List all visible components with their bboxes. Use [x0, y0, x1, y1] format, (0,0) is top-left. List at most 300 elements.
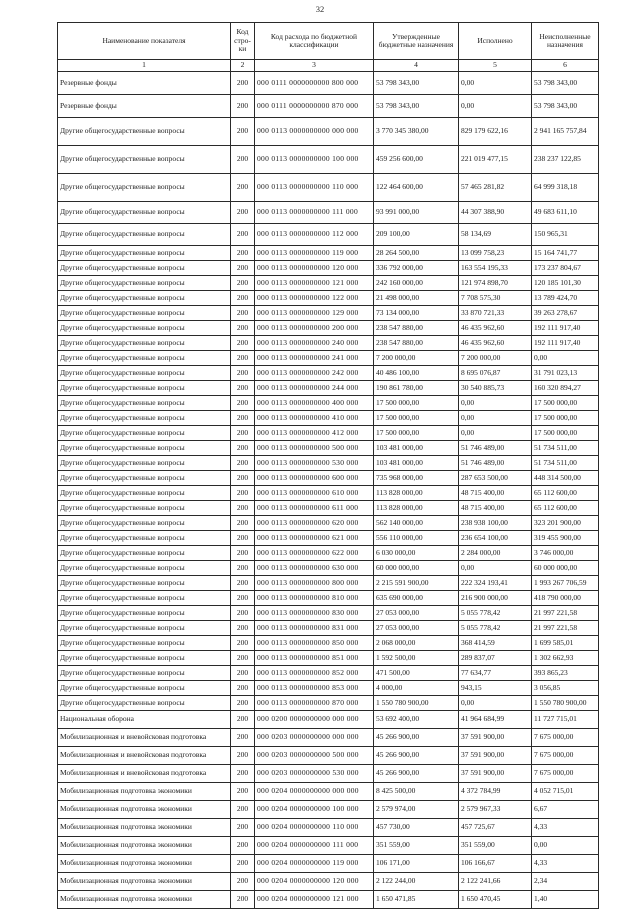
cell-unexecuted: 51 734 511,00: [532, 441, 599, 456]
table-row: [58, 855, 599, 873]
cell-executed: 5 055 778,42: [459, 621, 532, 636]
cell-unexecuted: 11 727 715,01: [532, 711, 599, 729]
table-row: [58, 837, 599, 855]
cell-code: 000 0203 0000000000 000 000: [255, 729, 374, 747]
cell-code: 000 0204 0000000000 100 000: [255, 801, 374, 819]
cell-code: 000 0113 0000000000 400 000: [255, 396, 374, 411]
cell-name: Другие общегосударственные вопросы: [58, 561, 231, 576]
cell-approved: 1 550 780 900,00: [374, 696, 459, 711]
cell-line: 200: [231, 146, 255, 174]
cell-unexecuted: 60 000 000,00: [532, 561, 599, 576]
cell-executed: 0,00: [459, 696, 532, 711]
cell-name: Другие общегосударственные вопросы: [58, 426, 231, 441]
cell-line: 200: [231, 291, 255, 306]
cell-name: Другие общегосударственные вопросы: [58, 456, 231, 471]
cell-executed: 44 307 388,90: [459, 202, 532, 224]
cell-code: 000 0204 0000000000 120 000: [255, 873, 374, 891]
cell-unexecuted: 17 500 000,00: [532, 396, 599, 411]
cell-approved: 73 134 000,00: [374, 306, 459, 321]
cell-name: Другие общегосударственные вопросы: [58, 396, 231, 411]
header-executed: Исполнено: [459, 23, 532, 60]
cell-line: 200: [231, 202, 255, 224]
table-row: [58, 591, 599, 606]
cell-unexecuted: 0,00: [532, 351, 599, 366]
cell-unexecuted: 2 941 165 757,84: [532, 118, 599, 146]
cell-code: 000 0204 0000000000 119 000: [255, 855, 374, 873]
cell-executed: 7 708 575,30: [459, 291, 532, 306]
cell-approved: 17 500 000,00: [374, 396, 459, 411]
cell-line: 200: [231, 696, 255, 711]
cell-name: Другие общегосударственные вопросы: [58, 321, 231, 336]
table-row: [58, 636, 599, 651]
cell-line: 200: [231, 606, 255, 621]
cell-executed: 58 134,69: [459, 224, 532, 246]
table-row: [58, 729, 599, 747]
table-row: [58, 202, 599, 224]
table-row: [58, 606, 599, 621]
cell-name: Мобилизационная подготовка экономики: [58, 801, 231, 819]
table-row: [58, 72, 599, 95]
cell-name: Другие общегосударственные вопросы: [58, 246, 231, 261]
table-row: [58, 336, 599, 351]
cell-executed: 37 591 900,00: [459, 729, 532, 747]
cell-approved: 190 861 780,00: [374, 381, 459, 396]
cell-unexecuted: 39 263 278,67: [532, 306, 599, 321]
table-row: [58, 651, 599, 666]
cell-unexecuted: 1 993 267 706,59: [532, 576, 599, 591]
cell-unexecuted: 173 237 804,67: [532, 261, 599, 276]
cell-executed: 0,00: [459, 411, 532, 426]
cell-code: 000 0113 0000000000 122 000: [255, 291, 374, 306]
cell-code: 000 0113 0000000000 630 000: [255, 561, 374, 576]
cell-name: Другие общегосударственные вопросы: [58, 118, 231, 146]
cell-name: Другие общегосударственные вопросы: [58, 621, 231, 636]
cell-unexecuted: 448 314 500,00: [532, 471, 599, 486]
cell-code: 000 0113 0000000000 853 000: [255, 681, 374, 696]
cell-executed: 0,00: [459, 561, 532, 576]
cell-line: 200: [231, 426, 255, 441]
cell-unexecuted: 1 550 780 900,00: [532, 696, 599, 711]
cell-code: 000 0111 0000000000 870 000: [255, 95, 374, 118]
cell-unexecuted: 3 746 000,00: [532, 546, 599, 561]
cell-executed: 51 746 489,00: [459, 441, 532, 456]
cell-name: Другие общегосударственные вопросы: [58, 351, 231, 366]
table-row: [58, 783, 599, 801]
cell-line: 200: [231, 471, 255, 486]
cell-name: Резервные фонды: [58, 72, 231, 95]
header-name: Наименование показателя: [58, 23, 231, 60]
table-row: [58, 426, 599, 441]
cell-line: 200: [231, 729, 255, 747]
cell-executed: 13 099 758,23: [459, 246, 532, 261]
cell-name: Другие общегосударственные вопросы: [58, 651, 231, 666]
table-row: [58, 351, 599, 366]
cell-code: 000 0204 0000000000 121 000: [255, 891, 374, 909]
cell-approved: 17 500 000,00: [374, 411, 459, 426]
cell-line: 200: [231, 366, 255, 381]
cell-line: 200: [231, 396, 255, 411]
cell-executed: 2 122 241,66: [459, 873, 532, 891]
cell-unexecuted: 51 734 511,00: [532, 456, 599, 471]
cell-executed: 5 055 778,42: [459, 606, 532, 621]
cell-line: 200: [231, 651, 255, 666]
cell-code: 000 0113 0000000000 241 000: [255, 351, 374, 366]
cell-code: 000 0113 0000000000 621 000: [255, 531, 374, 546]
cell-code: 000 0113 0000000000 831 000: [255, 621, 374, 636]
table-row: [58, 561, 599, 576]
cell-executed: 77 634,77: [459, 666, 532, 681]
cell-line: 200: [231, 681, 255, 696]
table-row: [58, 873, 599, 891]
cell-line: 200: [231, 351, 255, 366]
cell-executed: 2 284 000,00: [459, 546, 532, 561]
cell-approved: 103 481 000,00: [374, 456, 459, 471]
cell-approved: 106 171,00: [374, 855, 459, 873]
cell-unexecuted: 2,34: [532, 873, 599, 891]
cell-executed: 0,00: [459, 95, 532, 118]
cell-line: 200: [231, 118, 255, 146]
table-row: [58, 146, 599, 174]
cell-code: 000 0113 0000000000 610 000: [255, 486, 374, 501]
cell-line: 200: [231, 501, 255, 516]
cell-unexecuted: 64 999 318,18: [532, 174, 599, 202]
cell-unexecuted: 65 112 600,00: [532, 501, 599, 516]
cell-unexecuted: 1 302 662,93: [532, 651, 599, 666]
cell-executed: 30 540 885,73: [459, 381, 532, 396]
cell-unexecuted: 53 798 343,00: [532, 72, 599, 95]
table-row: [58, 306, 599, 321]
cell-unexecuted: 21 997 221,58: [532, 606, 599, 621]
cell-executed: 46 435 962,60: [459, 321, 532, 336]
cell-line: 200: [231, 783, 255, 801]
cell-name: Другие общегосударственные вопросы: [58, 696, 231, 711]
cell-approved: 471 500,00: [374, 666, 459, 681]
table-row: [58, 516, 599, 531]
cell-approved: 7 200 000,00: [374, 351, 459, 366]
cell-code: 000 0113 0000000000 119 000: [255, 246, 374, 261]
cell-approved: 242 160 000,00: [374, 276, 459, 291]
cell-approved: 735 968 000,00: [374, 471, 459, 486]
cell-code: 000 0113 0000000000 412 000: [255, 426, 374, 441]
cell-line: 200: [231, 819, 255, 837]
table-row: [58, 396, 599, 411]
cell-code: 000 0113 0000000000 110 000: [255, 174, 374, 202]
cell-approved: 1 592 500,00: [374, 651, 459, 666]
column-number: 3: [255, 60, 374, 72]
table-row: [58, 291, 599, 306]
cell-code: 000 0113 0000000000 120 000: [255, 261, 374, 276]
cell-line: 200: [231, 636, 255, 651]
cell-line: 200: [231, 441, 255, 456]
cell-executed: 221 019 477,15: [459, 146, 532, 174]
cell-code: 000 0113 0000000000 622 000: [255, 546, 374, 561]
cell-executed: 4 372 784,99: [459, 783, 532, 801]
table-row: [58, 621, 599, 636]
cell-name: Мобилизационная подготовка экономики: [58, 873, 231, 891]
cell-name: Другие общегосударственные вопросы: [58, 366, 231, 381]
table-row: [58, 95, 599, 118]
page-number: 32: [315, 4, 325, 14]
cell-executed: 41 964 684,99: [459, 711, 532, 729]
column-number: 2: [231, 60, 255, 72]
cell-unexecuted: 7 675 000,00: [532, 729, 599, 747]
cell-executed: 121 974 898,70: [459, 276, 532, 291]
cell-line: 200: [231, 591, 255, 606]
cell-approved: 2 215 591 900,00: [374, 576, 459, 591]
cell-name: Другие общегосударственные вопросы: [58, 681, 231, 696]
cell-approved: 27 053 000,00: [374, 621, 459, 636]
cell-approved: 4 000,00: [374, 681, 459, 696]
cell-name: Другие общегосударственные вопросы: [58, 576, 231, 591]
cell-name: Другие общегосударственные вопросы: [58, 146, 231, 174]
cell-code: 000 0113 0000000000 852 000: [255, 666, 374, 681]
cell-name: Другие общегосударственные вопросы: [58, 531, 231, 546]
cell-executed: 163 554 195,33: [459, 261, 532, 276]
cell-unexecuted: 0,00: [532, 837, 599, 855]
cell-code: 000 0113 0000000000 850 000: [255, 636, 374, 651]
cell-approved: 27 053 000,00: [374, 606, 459, 621]
cell-unexecuted: 418 790 000,00: [532, 591, 599, 606]
cell-approved: 21 498 000,00: [374, 291, 459, 306]
cell-code: 000 0113 0000000000 129 000: [255, 306, 374, 321]
cell-name: Национальная оборона: [58, 711, 231, 729]
cell-unexecuted: 53 798 343,00: [532, 95, 599, 118]
cell-line: 200: [231, 321, 255, 336]
cell-line: 200: [231, 306, 255, 321]
cell-executed: 48 715 400,00: [459, 486, 532, 501]
cell-code: 000 0113 0000000000 830 000: [255, 606, 374, 621]
cell-executed: 46 435 962,60: [459, 336, 532, 351]
cell-line: 200: [231, 621, 255, 636]
cell-unexecuted: 21 997 221,58: [532, 621, 599, 636]
cell-name: Другие общегосударственные вопросы: [58, 276, 231, 291]
cell-line: 200: [231, 855, 255, 873]
cell-name: Другие общегосударственные вопросы: [58, 516, 231, 531]
cell-approved: 2 122 244,00: [374, 873, 459, 891]
cell-executed: 829 179 622,16: [459, 118, 532, 146]
table-row: [58, 118, 599, 146]
cell-line: 200: [231, 486, 255, 501]
cell-approved: 53 798 343,00: [374, 95, 459, 118]
cell-approved: 6 030 000,00: [374, 546, 459, 561]
header-approved: Утвержденные бюджетные назначения: [374, 23, 459, 60]
cell-approved: 60 000 000,00: [374, 561, 459, 576]
cell-line: 200: [231, 873, 255, 891]
cell-unexecuted: 1,40: [532, 891, 599, 909]
cell-code: 000 0113 0000000000 242 000: [255, 366, 374, 381]
table-row: [58, 224, 599, 246]
cell-name: Другие общегосударственные вопросы: [58, 261, 231, 276]
table-row: [58, 711, 599, 729]
cell-code: 000 0200 0000000000 000 000: [255, 711, 374, 729]
cell-line: 200: [231, 765, 255, 783]
cell-executed: 8 695 076,87: [459, 366, 532, 381]
cell-code: 000 0113 0000000000 111 000: [255, 202, 374, 224]
cell-name: Другие общегосударственные вопросы: [58, 202, 231, 224]
cell-approved: 113 828 000,00: [374, 486, 459, 501]
cell-unexecuted: 65 112 600,00: [532, 486, 599, 501]
table-row: [58, 801, 599, 819]
cell-executed: 33 870 721,33: [459, 306, 532, 321]
cell-line: 200: [231, 276, 255, 291]
table-row: [58, 765, 599, 783]
cell-executed: 57 465 281,82: [459, 174, 532, 202]
cell-executed: 0,00: [459, 72, 532, 95]
table-row: [58, 381, 599, 396]
cell-name: Другие общегосударственные вопросы: [58, 636, 231, 651]
cell-executed: 7 200 000,00: [459, 351, 532, 366]
cell-name: Другие общегосударственные вопросы: [58, 411, 231, 426]
cell-approved: 2 068 000,00: [374, 636, 459, 651]
cell-name: Мобилизационная и вневойсковая подготовка: [58, 747, 231, 765]
cell-line: 200: [231, 246, 255, 261]
cell-unexecuted: 393 865,23: [532, 666, 599, 681]
table-row: [58, 441, 599, 456]
cell-approved: 2 579 974,00: [374, 801, 459, 819]
cell-name: Другие общегосударственные вопросы: [58, 606, 231, 621]
cell-code: 000 0203 0000000000 500 000: [255, 747, 374, 765]
cell-code: 000 0113 0000000000 800 000: [255, 576, 374, 591]
cell-line: 200: [231, 801, 255, 819]
column-number: 6: [532, 60, 599, 72]
table-row: [58, 501, 599, 516]
cell-line: 200: [231, 174, 255, 202]
cell-line: 200: [231, 381, 255, 396]
cell-line: 200: [231, 516, 255, 531]
header-expense-code: Код расхода по бюджетной классификации: [255, 23, 374, 60]
cell-executed: 238 938 100,00: [459, 516, 532, 531]
cell-approved: 122 464 600,00: [374, 174, 459, 202]
cell-executed: 351 559,00: [459, 837, 532, 855]
cell-unexecuted: 1 699 585,01: [532, 636, 599, 651]
cell-approved: 556 110 000,00: [374, 531, 459, 546]
cell-name: Мобилизационная и вневойсковая подготовка: [58, 765, 231, 783]
cell-unexecuted: 6,67: [532, 801, 599, 819]
cell-line: 200: [231, 336, 255, 351]
cell-approved: 238 547 880,00: [374, 336, 459, 351]
cell-line: 200: [231, 891, 255, 909]
cell-executed: 2 579 967,33: [459, 801, 532, 819]
cell-approved: 238 547 880,00: [374, 321, 459, 336]
cell-executed: 0,00: [459, 396, 532, 411]
cell-line: 200: [231, 261, 255, 276]
table-row: [58, 666, 599, 681]
cell-approved: 93 991 000,00: [374, 202, 459, 224]
cell-code: 000 0113 0000000000 870 000: [255, 696, 374, 711]
column-number: 1: [58, 60, 231, 72]
cell-approved: 351 559,00: [374, 837, 459, 855]
cell-unexecuted: 17 500 000,00: [532, 426, 599, 441]
cell-approved: 459 256 600,00: [374, 146, 459, 174]
cell-name: Мобилизационная подготовка экономики: [58, 819, 231, 837]
table-row: [58, 531, 599, 546]
cell-code: 000 0113 0000000000 620 000: [255, 516, 374, 531]
cell-unexecuted: 15 164 741,77: [532, 246, 599, 261]
cell-approved: 17 500 000,00: [374, 426, 459, 441]
cell-line: 200: [231, 95, 255, 118]
cell-unexecuted: 49 683 611,10: [532, 202, 599, 224]
cell-line: 200: [231, 224, 255, 246]
cell-approved: 28 264 500,00: [374, 246, 459, 261]
cell-line: 200: [231, 666, 255, 681]
cell-code: 000 0113 0000000000 851 000: [255, 651, 374, 666]
cell-unexecuted: 323 201 900,00: [532, 516, 599, 531]
table-row: [58, 321, 599, 336]
cell-executed: 106 166,67: [459, 855, 532, 873]
cell-code: 000 0113 0000000000 410 000: [255, 411, 374, 426]
cell-approved: 635 690 000,00: [374, 591, 459, 606]
cell-code: 000 0204 0000000000 110 000: [255, 819, 374, 837]
cell-unexecuted: 160 320 894,27: [532, 381, 599, 396]
cell-line: 200: [231, 456, 255, 471]
cell-code: 000 0113 0000000000 530 000: [255, 456, 374, 471]
cell-code: 000 0113 0000000000 240 000: [255, 336, 374, 351]
cell-unexecuted: 120 185 101,30: [532, 276, 599, 291]
cell-name: Другие общегосударственные вопросы: [58, 546, 231, 561]
table-row: [58, 819, 599, 837]
cell-unexecuted: 4 052 715,01: [532, 783, 599, 801]
cell-line: 200: [231, 576, 255, 591]
cell-unexecuted: 17 500 000,00: [532, 411, 599, 426]
cell-approved: 45 266 900,00: [374, 765, 459, 783]
table-body: [58, 72, 599, 909]
cell-approved: 8 425 500,00: [374, 783, 459, 801]
cell-executed: 37 591 900,00: [459, 747, 532, 765]
cell-name: Другие общегосударственные вопросы: [58, 336, 231, 351]
cell-name: Резервные фонды: [58, 95, 231, 118]
cell-unexecuted: 4,33: [532, 819, 599, 837]
cell-approved: 113 828 000,00: [374, 501, 459, 516]
cell-code: 000 0111 0000000000 800 000: [255, 72, 374, 95]
table-row: [58, 276, 599, 291]
cell-name: Мобилизационная подготовка экономики: [58, 783, 231, 801]
table-row: [58, 486, 599, 501]
cell-name: Мобилизационная подготовка экономики: [58, 855, 231, 873]
cell-name: Другие общегосударственные вопросы: [58, 471, 231, 486]
cell-executed: 236 654 100,00: [459, 531, 532, 546]
cell-name: Другие общегосударственные вопросы: [58, 381, 231, 396]
cell-code: 000 0113 0000000000 121 000: [255, 276, 374, 291]
cell-unexecuted: 192 111 917,40: [532, 336, 599, 351]
cell-approved: 209 100,00: [374, 224, 459, 246]
cell-executed: 48 715 400,00: [459, 501, 532, 516]
table-row: [58, 456, 599, 471]
cell-executed: 289 837,07: [459, 651, 532, 666]
table-row: [58, 576, 599, 591]
cell-line: 200: [231, 561, 255, 576]
cell-approved: 53 692 400,00: [374, 711, 459, 729]
cell-name: Другие общегосударственные вопросы: [58, 306, 231, 321]
cell-name: Мобилизационная подготовка экономики: [58, 891, 231, 909]
cell-name: Другие общегосударственные вопросы: [58, 441, 231, 456]
cell-approved: 40 486 100,00: [374, 366, 459, 381]
table-row: [58, 261, 599, 276]
table-row: [58, 891, 599, 909]
cell-code: 000 0113 0000000000 611 000: [255, 501, 374, 516]
cell-name: Другие общегосударственные вопросы: [58, 224, 231, 246]
column-number: 4: [374, 60, 459, 72]
cell-unexecuted: 319 455 900,00: [532, 531, 599, 546]
cell-executed: 222 324 193,41: [459, 576, 532, 591]
cell-name: Мобилизационная и вневойсковая подготовка: [58, 729, 231, 747]
cell-line: 200: [231, 546, 255, 561]
table-row: [58, 696, 599, 711]
cell-unexecuted: 7 675 000,00: [532, 765, 599, 783]
cell-executed: 368 414,59: [459, 636, 532, 651]
cell-unexecuted: 13 789 424,70: [532, 291, 599, 306]
cell-code: 000 0113 0000000000 500 000: [255, 441, 374, 456]
budget-table: [57, 22, 599, 909]
